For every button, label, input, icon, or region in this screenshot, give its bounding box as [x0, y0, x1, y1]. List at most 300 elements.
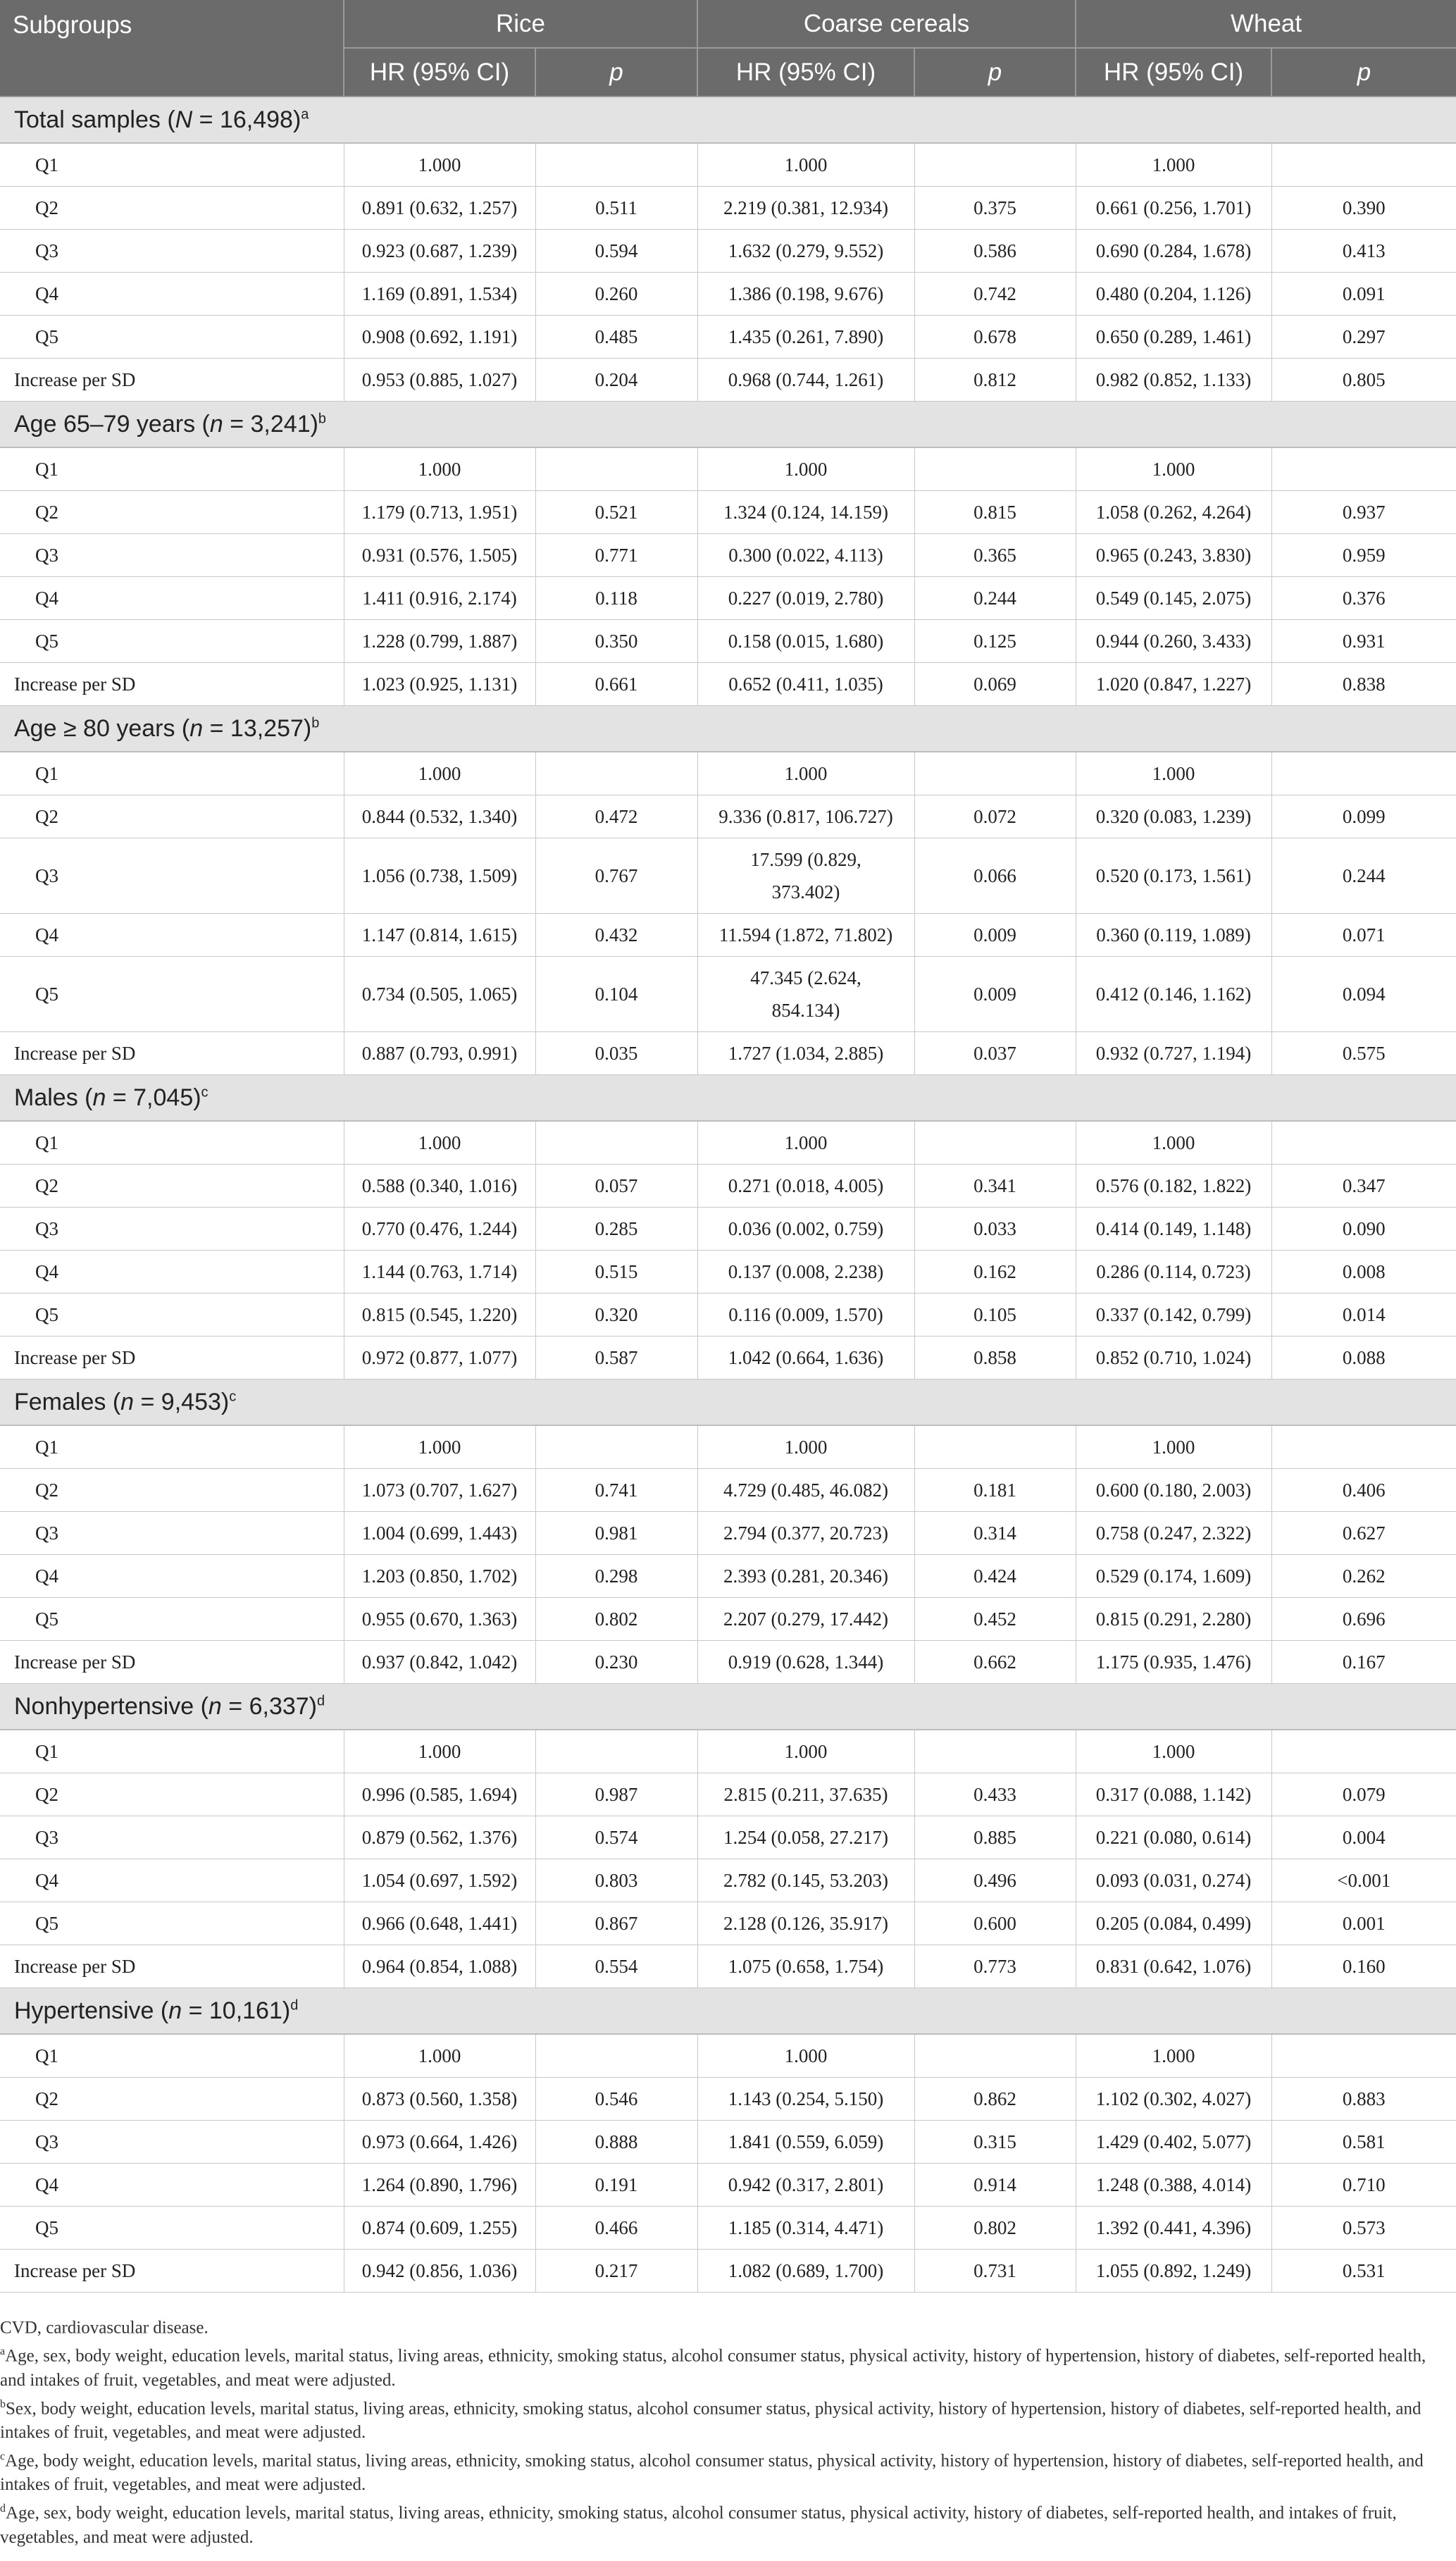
rice-hr-cell: 1.000 — [344, 1730, 535, 1773]
wheat-hr-cell: 0.520 (0.173, 1.561) — [1076, 838, 1271, 914]
subgroup-heading-row — [0, 402, 1456, 448]
rice-p-cell: 0.661 — [535, 663, 697, 706]
row-label: Q4 — [0, 1555, 344, 1598]
coarse-cereals-hr-cell: 0.942 (0.317, 2.801) — [697, 2164, 914, 2207]
coarse-cereals-p-cell: 0.914 — [914, 2164, 1076, 2207]
table-row — [0, 1859, 1456, 1902]
wheat-hr-cell: 1.392 (0.441, 4.396) — [1076, 2207, 1271, 2250]
row-label: Q3 — [0, 2121, 344, 2164]
coarse-cereals-hr-cell: 2.128 (0.126, 35.917) — [697, 1902, 914, 1945]
wheat-hr-cell: 0.337 (0.142, 0.799) — [1076, 1294, 1271, 1337]
table-header — [0, 0, 1456, 97]
wheat-hr-cell: 0.944 (0.260, 3.433) — [1076, 620, 1271, 663]
subgroup-title-post: = 3,241) — [223, 410, 318, 438]
wheat-p-cell — [1271, 447, 1456, 491]
wheat-hr-header: HR (95% CI) — [1076, 48, 1271, 97]
wheat-hr-cell: 0.529 (0.174, 1.609) — [1076, 1555, 1271, 1598]
coarse-cereals-hr-cell: 0.652 (0.411, 1.035) — [697, 663, 914, 706]
rice-hr-cell: 1.000 — [344, 2034, 535, 2078]
subgroup-title — [0, 706, 1456, 752]
coarse-cereals-hr-cell: 1.000 — [697, 1425, 914, 1469]
table-row — [0, 663, 1456, 706]
wheat-hr-cell: 0.286 (0.114, 0.723) — [1076, 1251, 1271, 1294]
footnote — [0, 2340, 1451, 2392]
subgroup-title-post: = 7,045) — [106, 1084, 201, 1111]
table-row — [0, 838, 1456, 914]
table-row — [0, 143, 1456, 187]
wheat-hr-cell: 0.965 (0.243, 3.830) — [1076, 534, 1271, 577]
subgroup-title — [0, 1684, 1456, 1730]
rice-hr-cell: 0.873 (0.560, 1.358) — [344, 2078, 535, 2121]
coarse-cereals-hr-cell: 0.036 (0.002, 0.759) — [697, 1208, 914, 1251]
wheat-header: Wheat — [1076, 0, 1456, 48]
footnote-text: Age, sex, body weight, education levels, marital status, living areas, ethnicity, smoking status, alcohol consumer status, physical activity, history of diabetes, self-reported health, and intakes of fruit, vegetables, and meat were adjusted. — [0, 2503, 1397, 2547]
coarse-cereals-p-header: p — [914, 48, 1076, 97]
rice-p-cell — [535, 752, 697, 795]
footnote-text: Age, sex, body weight, education levels, marital status, living areas, ethnicity, smoking status, alcohol consumer status, physical activity, history of hypertension, history of diabetes, self-reported health, and intakes of fruit, vegetables, and meat were adjusted. — [0, 2346, 1426, 2390]
table-row — [0, 447, 1456, 491]
coarse-cereals-p-cell: 0.341 — [914, 1165, 1076, 1208]
wheat-p-cell: 0.937 — [1271, 491, 1456, 534]
subgroup-title-sup: b — [311, 715, 320, 731]
footnote-text: Age, body weight, education levels, marital status, living areas, ethnicity, smoking status, alcohol consumer status, physical activity, history of hypertension, history of diabetes, self-reported health, and intakes of fruit, vegetables, and meat were adjusted. — [0, 2451, 1424, 2495]
subgroup-heading-row — [0, 1075, 1456, 1122]
row-label: Q4 — [0, 914, 344, 957]
rice-p-cell: 0.217 — [535, 2250, 697, 2293]
rice-hr-cell: 1.203 (0.850, 1.702) — [344, 1555, 535, 1598]
wheat-hr-cell: 0.831 (0.642, 1.076) — [1076, 1945, 1271, 1988]
coarse-cereals-p-cell: 0.496 — [914, 1859, 1076, 1902]
subgroup-title-pre: Age 65–79 years ( — [14, 410, 210, 438]
wheat-hr-cell: 1.000 — [1076, 1730, 1271, 1773]
table-row — [0, 1337, 1456, 1379]
coarse-cereals-p-cell — [914, 1730, 1076, 1773]
coarse-cereals-header: Coarse cereals — [697, 0, 1076, 48]
row-label: Q5 — [0, 316, 344, 359]
rice-hr-cell: 1.054 (0.697, 1.592) — [344, 1859, 535, 1902]
rice-hr-cell: 0.953 (0.885, 1.027) — [344, 359, 535, 402]
wheat-p-cell: 0.406 — [1271, 1469, 1456, 1512]
coarse-cereals-p-cell — [914, 1121, 1076, 1165]
coarse-cereals-hr-cell: 2.207 (0.279, 17.442) — [697, 1598, 914, 1641]
coarse-cereals-p-cell — [914, 447, 1076, 491]
table-row — [0, 1294, 1456, 1337]
table-row — [0, 1730, 1456, 1773]
rice-p-cell: 0.546 — [535, 2078, 697, 2121]
wheat-p-cell: 0.167 — [1271, 1641, 1456, 1684]
coarse-cereals-hr-cell: 1.000 — [697, 2034, 914, 2078]
row-label: Q4 — [0, 577, 344, 620]
row-label: Q2 — [0, 1469, 344, 1512]
subgroup-title-var: N — [175, 106, 193, 133]
rice-p-cell — [535, 1121, 697, 1165]
coarse-cereals-hr-cell: 1.000 — [697, 1121, 914, 1165]
rice-p-cell: 0.803 — [535, 1859, 697, 1902]
coarse-cereals-hr-cell: 1.324 (0.124, 14.159) — [697, 491, 914, 534]
table-row — [0, 1208, 1456, 1251]
row-label: Q5 — [0, 957, 344, 1032]
coarse-cereals-hr-cell: 1.000 — [697, 752, 914, 795]
rice-hr-cell: 0.815 (0.545, 1.220) — [344, 1294, 535, 1337]
wheat-hr-cell: 1.000 — [1076, 1121, 1271, 1165]
coarse-cereals-hr-cell: 2.782 (0.145, 53.203) — [697, 1859, 914, 1902]
wheat-p-cell: 0.262 — [1271, 1555, 1456, 1598]
coarse-cereals-p-cell: 0.033 — [914, 1208, 1076, 1251]
coarse-cereals-p-cell: 0.181 — [914, 1469, 1076, 1512]
table-row — [0, 1469, 1456, 1512]
wheat-p-cell: 0.390 — [1271, 187, 1456, 230]
coarse-cereals-hr-cell: 0.158 (0.015, 1.680) — [697, 620, 914, 663]
coarse-cereals-hr-cell: 0.227 (0.019, 2.780) — [697, 577, 914, 620]
coarse-cereals-p-cell: 0.452 — [914, 1598, 1076, 1641]
wheat-p-cell: 0.959 — [1271, 534, 1456, 577]
wheat-p-cell: 0.573 — [1271, 2207, 1456, 2250]
wheat-p-cell: 0.710 — [1271, 2164, 1456, 2207]
rice-hr-cell: 0.972 (0.877, 1.077) — [344, 1337, 535, 1379]
wheat-p-cell — [1271, 752, 1456, 795]
rice-p-cell: 0.767 — [535, 838, 697, 914]
coarse-cereals-p-cell: 0.037 — [914, 1032, 1076, 1075]
rice-p-cell: 0.771 — [535, 534, 697, 577]
row-label: Q3 — [0, 534, 344, 577]
rice-p-cell: 0.511 — [535, 187, 697, 230]
coarse-cereals-hr-cell: 1.075 (0.658, 1.754) — [697, 1945, 914, 1988]
row-label: Q3 — [0, 1816, 344, 1859]
table-row — [0, 1251, 1456, 1294]
footnote-marker: d — [0, 2503, 6, 2515]
subgroup-title-var: n — [189, 714, 204, 742]
coarse-cereals-p-cell: 0.069 — [914, 663, 1076, 706]
subgroup-title-post: = 10,161) — [182, 1997, 291, 2024]
row-label: Q5 — [0, 620, 344, 663]
coarse-cereals-p-cell: 0.162 — [914, 1251, 1076, 1294]
rice-hr-cell: 0.874 (0.609, 1.255) — [344, 2207, 535, 2250]
row-label: Q4 — [0, 1859, 344, 1902]
subgroup-title-sup: d — [317, 1693, 325, 1709]
rice-hr-cell: 1.264 (0.890, 1.796) — [344, 2164, 535, 2207]
row-label: Q5 — [0, 2207, 344, 2250]
wheat-p-cell: 0.376 — [1271, 577, 1456, 620]
coarse-cereals-p-cell: 0.858 — [914, 1337, 1076, 1379]
wheat-p-cell: 0.575 — [1271, 1032, 1456, 1075]
rice-p-cell: 0.981 — [535, 1512, 697, 1555]
footnote — [0, 2445, 1451, 2497]
coarse-cereals-p-cell: 0.885 — [914, 1816, 1076, 1859]
coarse-cereals-hr-cell: 1.435 (0.261, 7.890) — [697, 316, 914, 359]
row-label: Q2 — [0, 187, 344, 230]
wheat-p-cell: <0.001 — [1271, 1859, 1456, 1902]
wheat-p-cell: 0.244 — [1271, 838, 1456, 914]
coarse-cereals-p-cell: 0.815 — [914, 491, 1076, 534]
rice-header: Rice — [344, 0, 697, 48]
row-label: Increase per SD — [0, 1032, 344, 1075]
rice-p-cell: 0.432 — [535, 914, 697, 957]
rice-p-cell: 0.204 — [535, 359, 697, 402]
table-row — [0, 2034, 1456, 2078]
coarse-cereals-p-cell: 0.742 — [914, 273, 1076, 316]
table-row — [0, 534, 1456, 577]
table-row — [0, 2207, 1456, 2250]
rice-hr-cell: 1.228 (0.799, 1.887) — [344, 620, 535, 663]
row-label: Q2 — [0, 491, 344, 534]
footnote-marker: c — [0, 2450, 6, 2462]
footnote-marker: b — [0, 2398, 6, 2410]
coarse-cereals-p-cell: 0.125 — [914, 620, 1076, 663]
wheat-p-cell — [1271, 1425, 1456, 1469]
wheat-p-cell: 0.347 — [1271, 1165, 1456, 1208]
row-label: Q2 — [0, 2078, 344, 2121]
rice-hr-cell: 1.056 (0.738, 1.509) — [344, 838, 535, 914]
coarse-cereals-hr-cell: 0.271 (0.018, 4.005) — [697, 1165, 914, 1208]
wheat-hr-cell: 1.102 (0.302, 4.027) — [1076, 2078, 1271, 2121]
rice-hr-header: HR (95% CI) — [344, 48, 535, 97]
table-footnotes — [0, 2312, 1451, 2550]
coarse-cereals-p-cell — [914, 2034, 1076, 2078]
rice-hr-cell: 1.411 (0.916, 2.174) — [344, 577, 535, 620]
rice-p-cell: 0.298 — [535, 1555, 697, 1598]
coarse-cereals-hr-cell: 2.815 (0.211, 37.635) — [697, 1773, 914, 1816]
coarse-cereals-hr-cell: 1.082 (0.689, 1.700) — [697, 2250, 914, 2293]
footnote — [0, 2497, 1451, 2549]
rice-p-cell: 0.466 — [535, 2207, 697, 2250]
subgroup-title-var: n — [209, 410, 223, 438]
row-label: Increase per SD — [0, 1641, 344, 1684]
coarse-cereals-hr-cell: 1.000 — [697, 143, 914, 187]
rice-hr-cell: 1.144 (0.763, 1.714) — [344, 1251, 535, 1294]
wheat-p-cell: 0.627 — [1271, 1512, 1456, 1555]
table-row — [0, 316, 1456, 359]
wheat-p-cell: 0.099 — [1271, 795, 1456, 838]
table-row — [0, 187, 1456, 230]
rice-p-cell: 0.521 — [535, 491, 697, 534]
wheat-hr-cell: 0.661 (0.256, 1.701) — [1076, 187, 1271, 230]
subgroup-title-sup: c — [229, 1389, 237, 1405]
subgroup-title-pre: Age ≥ 80 years ( — [14, 714, 190, 742]
row-label: Q1 — [0, 447, 344, 491]
wheat-p-cell: 0.931 — [1271, 620, 1456, 663]
rice-hr-cell: 0.908 (0.692, 1.191) — [344, 316, 535, 359]
row-label: Q1 — [0, 752, 344, 795]
subgroup-heading-row — [0, 1988, 1456, 2035]
wheat-hr-cell: 0.600 (0.180, 2.003) — [1076, 1469, 1271, 1512]
coarse-cereals-p-cell: 0.678 — [914, 316, 1076, 359]
wheat-hr-cell: 1.000 — [1076, 1425, 1271, 1469]
rice-p-cell: 0.104 — [535, 957, 697, 1032]
rice-p-cell — [535, 143, 697, 187]
table-row — [0, 1598, 1456, 1641]
table-row — [0, 359, 1456, 402]
wrapped-ci-text: 47.345 (2.624, 854.134) — [750, 967, 861, 1021]
wheat-p-cell: 0.001 — [1271, 1902, 1456, 1945]
row-label: Q1 — [0, 1730, 344, 1773]
subgroup-title-pre: Total samples ( — [14, 106, 175, 133]
subgroup-title-post: = 13,257) — [203, 714, 312, 742]
coarse-cereals-hr-cell: 1.000 — [697, 447, 914, 491]
rice-hr-cell: 0.942 (0.856, 1.036) — [344, 2250, 535, 2293]
table-body — [0, 97, 1456, 2293]
coarse-cereals-hr-cell: 0.919 (0.628, 1.344) — [697, 1641, 914, 1684]
wheat-p-cell — [1271, 1121, 1456, 1165]
row-label: Q5 — [0, 1598, 344, 1641]
wheat-p-cell: 0.160 — [1271, 1945, 1456, 1988]
coarse-cereals-hr-cell: 1.254 (0.058, 27.217) — [697, 1816, 914, 1859]
wheat-hr-cell: 0.932 (0.727, 1.194) — [1076, 1032, 1271, 1075]
subgroup-title-sup: b — [318, 411, 327, 427]
rice-hr-cell: 1.000 — [344, 1121, 535, 1165]
wheat-hr-cell: 0.412 (0.146, 1.162) — [1076, 957, 1271, 1032]
wrapped-ci-text: 17.599 (0.829, 373.402) — [750, 849, 861, 903]
coarse-cereals-p-cell: 0.009 — [914, 957, 1076, 1032]
coarse-cereals-p-cell: 0.315 — [914, 2121, 1076, 2164]
wheat-hr-cell: 0.982 (0.852, 1.133) — [1076, 359, 1271, 402]
subgroup-title-var: n — [168, 1997, 182, 2024]
coarse-cereals-p-cell: 0.314 — [914, 1512, 1076, 1555]
rice-p-cell: 0.320 — [535, 1294, 697, 1337]
coarse-cereals-p-cell: 0.072 — [914, 795, 1076, 838]
wheat-p-cell: 0.088 — [1271, 1337, 1456, 1379]
rice-p-cell: 0.587 — [535, 1337, 697, 1379]
wheat-p-cell: 0.071 — [1271, 914, 1456, 957]
subgroup-title — [0, 402, 1456, 448]
row-label: Q4 — [0, 1251, 344, 1294]
coarse-cereals-hr-header: HR (95% CI) — [697, 48, 914, 97]
table-row — [0, 1555, 1456, 1598]
footnote-marker: a — [0, 2345, 6, 2358]
coarse-cereals-p-cell — [914, 752, 1076, 795]
table-row — [0, 1773, 1456, 1816]
rice-hr-cell: 0.891 (0.632, 1.257) — [344, 187, 535, 230]
wheat-p-cell: 0.094 — [1271, 957, 1456, 1032]
coarse-cereals-p-cell: 0.812 — [914, 359, 1076, 402]
rice-hr-cell: 0.937 (0.842, 1.042) — [344, 1641, 535, 1684]
wheat-hr-cell: 0.317 (0.088, 1.142) — [1076, 1773, 1271, 1816]
wheat-hr-cell: 1.429 (0.402, 5.077) — [1076, 2121, 1271, 2164]
coarse-cereals-p-cell: 0.773 — [914, 1945, 1076, 1988]
rice-hr-cell: 0.955 (0.670, 1.363) — [344, 1598, 535, 1641]
row-label: Q2 — [0, 1773, 344, 1816]
table-row — [0, 914, 1456, 957]
table-row — [0, 2078, 1456, 2121]
rice-p-cell: 0.260 — [535, 273, 697, 316]
coarse-cereals-p-cell: 0.802 — [914, 2207, 1076, 2250]
subgroup-title-sup: a — [301, 106, 309, 123]
rice-p-cell: 0.741 — [535, 1469, 697, 1512]
coarse-cereals-hr-cell: 1.632 (0.279, 9.552) — [697, 230, 914, 273]
wheat-p-cell: 0.805 — [1271, 359, 1456, 402]
wheat-p-cell: 0.008 — [1271, 1251, 1456, 1294]
coarse-cereals-hr-cell: 1.841 (0.559, 6.059) — [697, 2121, 914, 2164]
rice-hr-cell: 1.004 (0.699, 1.443) — [344, 1512, 535, 1555]
subgroup-title-pre: Females ( — [14, 1388, 121, 1415]
row-label: Q4 — [0, 273, 344, 316]
wheat-p-cell: 0.838 — [1271, 663, 1456, 706]
coarse-cereals-hr-cell — [697, 838, 914, 914]
coarse-cereals-p-cell — [914, 143, 1076, 187]
wheat-p-cell: 0.091 — [1271, 273, 1456, 316]
wheat-p-header: p — [1271, 48, 1456, 97]
rice-p-cell: 0.191 — [535, 2164, 697, 2207]
subgroup-title-sup: d — [290, 1997, 299, 2014]
table-row — [0, 2250, 1456, 2293]
coarse-cereals-p-cell: 0.375 — [914, 187, 1076, 230]
table-row — [0, 577, 1456, 620]
wheat-p-cell: 0.090 — [1271, 1208, 1456, 1251]
rice-hr-cell: 1.000 — [344, 752, 535, 795]
rice-hr-cell: 1.023 (0.925, 1.131) — [344, 663, 535, 706]
row-label: Q2 — [0, 1165, 344, 1208]
table-row — [0, 795, 1456, 838]
coarse-cereals-p-cell: 0.009 — [914, 914, 1076, 957]
rice-p-cell — [535, 1730, 697, 1773]
coarse-cereals-p-cell: 0.662 — [914, 1641, 1076, 1684]
rice-hr-cell: 0.931 (0.576, 1.505) — [344, 534, 535, 577]
coarse-cereals-hr-cell: 2.393 (0.281, 20.346) — [697, 1555, 914, 1598]
table-row — [0, 273, 1456, 316]
rice-p-cell: 0.485 — [535, 316, 697, 359]
rice-hr-cell: 1.000 — [344, 143, 535, 187]
rice-hr-cell: 0.966 (0.648, 1.441) — [344, 1902, 535, 1945]
row-label: Q1 — [0, 2034, 344, 2078]
table-row — [0, 1512, 1456, 1555]
subgroup-title-post: = 9,453) — [134, 1388, 230, 1415]
coarse-cereals-hr-cell: 1.185 (0.314, 4.471) — [697, 2207, 914, 2250]
rice-p-cell — [535, 2034, 697, 2078]
coarse-cereals-hr-cell: 1.727 (1.034, 2.885) — [697, 1032, 914, 1075]
table-row — [0, 1165, 1456, 1208]
rice-p-cell: 0.888 — [535, 2121, 697, 2164]
wheat-p-cell — [1271, 2034, 1456, 2078]
subgroup-title — [0, 97, 1456, 143]
wheat-hr-cell: 0.815 (0.291, 2.280) — [1076, 1598, 1271, 1641]
wheat-hr-cell: 1.175 (0.935, 1.476) — [1076, 1641, 1271, 1684]
rice-p-cell: 0.554 — [535, 1945, 697, 1988]
subgroup-title-pre: Males ( — [14, 1084, 93, 1111]
row-label: Increase per SD — [0, 1945, 344, 1988]
rice-hr-cell: 1.000 — [344, 447, 535, 491]
rice-p-cell: 0.057 — [535, 1165, 697, 1208]
coarse-cereals-p-cell: 0.862 — [914, 2078, 1076, 2121]
footnote — [0, 2393, 1451, 2445]
row-label: Q3 — [0, 838, 344, 914]
table-row — [0, 230, 1456, 273]
coarse-cereals-hr-cell: 1.000 — [697, 1730, 914, 1773]
rice-hr-cell: 0.973 (0.664, 1.426) — [344, 2121, 535, 2164]
coarse-cereals-hr-cell: 1.042 (0.664, 1.636) — [697, 1337, 914, 1379]
rice-hr-cell: 0.734 (0.505, 1.065) — [344, 957, 535, 1032]
wheat-hr-cell: 0.360 (0.119, 1.089) — [1076, 914, 1271, 957]
subgroup-title — [0, 1075, 1456, 1122]
wheat-hr-cell: 0.093 (0.031, 0.274) — [1076, 1859, 1271, 1902]
table-row — [0, 1945, 1456, 1988]
subgroup-title-var: n — [120, 1388, 135, 1415]
coarse-cereals-hr-cell: 0.116 (0.009, 1.570) — [697, 1294, 914, 1337]
subgroup-heading-row — [0, 706, 1456, 752]
subgroup-heading-row — [0, 97, 1456, 143]
row-label: Increase per SD — [0, 359, 344, 402]
rice-hr-cell: 1.169 (0.891, 1.534) — [344, 273, 535, 316]
coarse-cereals-hr-cell: 1.143 (0.254, 5.150) — [697, 2078, 914, 2121]
table-row — [0, 620, 1456, 663]
wheat-hr-cell: 1.000 — [1076, 2034, 1271, 2078]
table-row — [0, 491, 1456, 534]
rice-p-cell: 0.802 — [535, 1598, 697, 1641]
rice-p-cell: 0.574 — [535, 1816, 697, 1859]
wheat-p-cell: 0.531 — [1271, 2250, 1456, 2293]
wheat-hr-cell: 1.000 — [1076, 447, 1271, 491]
subgroup-title-var: n — [92, 1084, 106, 1111]
wheat-hr-cell: 1.000 — [1076, 752, 1271, 795]
coarse-cereals-hr-cell: 1.386 (0.198, 9.676) — [697, 273, 914, 316]
